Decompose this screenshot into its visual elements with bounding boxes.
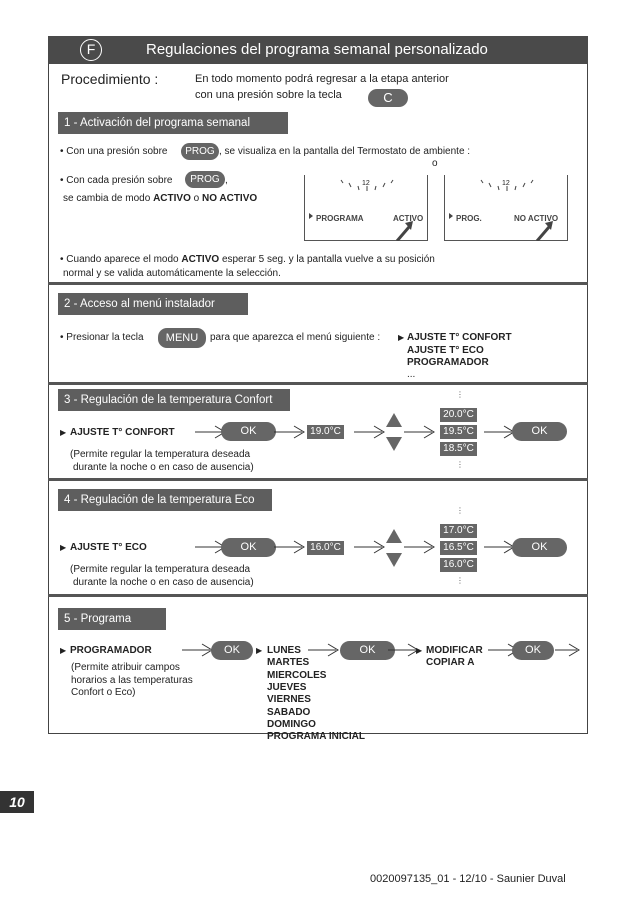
display2-left: PROG. (456, 214, 482, 223)
section-4-heading: 4 - Regulación de la temperatura Eco (58, 489, 272, 511)
up-down-arrows-icon (384, 411, 404, 453)
c-key: C (368, 89, 408, 107)
s3-temp-up: 20.0°C (440, 408, 477, 422)
section-1-heading: 1 - Activación del programa semanal (58, 112, 288, 134)
s1-line3 (63, 193, 257, 205)
s5-note2: horarios a las temperaturas (71, 675, 193, 686)
s5-item-label: PROGRAMADOR (70, 645, 152, 656)
day-viernes: VIERNES (267, 694, 311, 705)
s5-pointer-icon: ▶ (60, 646, 67, 655)
day-domingo: DOMINGO (267, 719, 316, 730)
s4-temp-down: 16.0°C (440, 558, 477, 572)
arrow-right-icon (352, 539, 388, 555)
s5-ok-button-3: OK (512, 641, 554, 660)
s1-no-activo: NO ACTIVO (201, 193, 258, 204)
menu-item-eco: AJUSTE T° ECO (407, 345, 484, 356)
s1-o: o (193, 193, 200, 204)
menu-item-more: ... (407, 369, 416, 380)
section-2-heading: 2 - Acceso al menú instalador (58, 293, 248, 315)
footer-text: 0020097135_01 - 12/10 - Saunier Duval (370, 873, 566, 885)
page-number: 10 (0, 791, 34, 813)
s4-item-label: AJUSTE T° ECO (70, 542, 147, 553)
s1-or: o (432, 158, 438, 169)
arrow-right-icon (272, 424, 308, 440)
s1-line2-post: , (225, 175, 228, 186)
s3-note1: (Permite regular la temperatura deseada (70, 449, 251, 460)
up-down-arrows-icon (384, 527, 404, 569)
s1-note-line2: normal y se valida automáticamente la selección. (63, 268, 281, 279)
procedure-line1: En todo momento podrá regresar a la etapa anterior (195, 73, 449, 85)
s1-note-post: esperar 5 seg. y la pantalla vuelve a su posición (221, 254, 435, 265)
menu-pointer-icon: ▶ (398, 333, 405, 342)
s4-current-temp: 16.0°C (307, 541, 344, 555)
s1-note-line1 (60, 254, 435, 266)
page-title: Regulaciones del programa semanal personalizado (146, 41, 488, 58)
day-lunes: LUNES (267, 645, 301, 656)
ellipsis-bottom: ⋮ (456, 576, 464, 585)
ellipsis-top: ⋮ (456, 390, 464, 399)
dial-12-label-2: 12 (502, 180, 510, 187)
s2-pre: • Presionar la tecla (60, 332, 144, 343)
section-3-heading: 3 - Regulación de la temperatura Confort (58, 389, 290, 411)
arrow-right-icon (553, 642, 583, 658)
s4-temp-selected: 16.5°C (440, 541, 477, 555)
s3-temp-selected: 19.5°C (440, 425, 477, 439)
s3-current-temp: 19.0°C (307, 425, 344, 439)
s1-line1-pre: • Con una presión sobre (60, 146, 168, 157)
menu-item-programador: PROGRAMADOR (407, 357, 489, 368)
prog-key: PROG (181, 143, 219, 160)
section-divider (48, 594, 588, 597)
s1-line2-pre: • Con cada presión sobre (60, 175, 173, 186)
s4-ok-button-2: OK (512, 538, 567, 557)
s3-note2: durante la noche o en caso de ausencia) (73, 462, 254, 473)
procedure-line2: con una presión sobre la tecla (195, 89, 342, 101)
s5-ok-button-2: OK (340, 641, 395, 660)
ellipsis-bottom: ⋮ (456, 460, 464, 469)
arrow-right-icon (306, 642, 342, 658)
ellipsis-top: ⋮ (456, 506, 464, 515)
day-programa-inicial: PROGRAMA INICIAL (267, 731, 365, 742)
s5-note3: Confort o Eco) (71, 687, 136, 698)
s3-ok-button-2: OK (512, 422, 567, 441)
thermostat-display-no-activo (444, 175, 568, 241)
day-miercoles: MIERCOLES (267, 670, 327, 681)
arrow-right-icon (272, 539, 308, 555)
s3-ok-button: OK (221, 422, 276, 441)
menu-item-confort: AJUSTE T° CONFORT (407, 332, 512, 343)
day-jueves: JUEVES (267, 682, 307, 693)
s1-note-activo: ACTIVO (181, 254, 220, 265)
action-modificar: MODIFICAR (426, 645, 483, 656)
prog-key-2: PROG (185, 171, 225, 188)
dial-12-label: 12 (362, 180, 370, 187)
section-divider (48, 478, 588, 481)
s1-line3-pre: se cambia de modo (63, 193, 151, 204)
s5-note1: (Permite atribuir campos (71, 662, 180, 673)
section-divider (48, 382, 588, 385)
action-copiar: COPIAR A (426, 657, 475, 668)
s5-pointer-icon-2: ▶ (256, 646, 263, 655)
s4-note1: (Permite regular la temperatura deseada (70, 564, 251, 575)
section-divider (48, 282, 588, 285)
thermostat-display-activo (304, 175, 428, 241)
s5-ok-button: OK (211, 641, 253, 660)
s5-pointer-icon-3: ▶ (416, 646, 423, 655)
s4-note2: durante la noche o en caso de ausencia) (73, 577, 254, 588)
display2-right: NO ACTIVO (514, 214, 559, 223)
procedure-label: Procedimiento : (61, 71, 159, 87)
arrow-right-icon (402, 424, 438, 440)
section-letter: F (80, 39, 102, 61)
s3-item-label: AJUSTE T° CONFORT (70, 427, 175, 438)
s1-activo: ACTIVO (153, 193, 191, 204)
menu-key: MENU (158, 328, 206, 348)
display1-left: PROGRAMA (316, 214, 364, 223)
arrow-right-icon (402, 539, 438, 555)
s4-ok-button: OK (221, 538, 276, 557)
s1-note-pre: • Cuando aparece el modo (60, 254, 179, 265)
arrow-right-icon (352, 424, 388, 440)
s3-pointer-icon: ▶ (60, 428, 67, 437)
s3-temp-down: 18.5°C (440, 442, 477, 456)
s1-line1-post: , se visualiza en la pantalla del Termostato de ambiente : (219, 146, 471, 157)
s2-post: para que aparezca el menú siguiente : (210, 332, 381, 343)
day-martes: MARTES (267, 657, 310, 668)
s4-pointer-icon: ▶ (60, 543, 67, 552)
display1-right: ACTIVO (393, 214, 424, 223)
day-sabado: SABADO (267, 707, 311, 718)
page-header (48, 36, 588, 64)
s4-temp-up: 17.0°C (440, 524, 477, 538)
section-5-heading: 5 - Programa (58, 608, 166, 630)
